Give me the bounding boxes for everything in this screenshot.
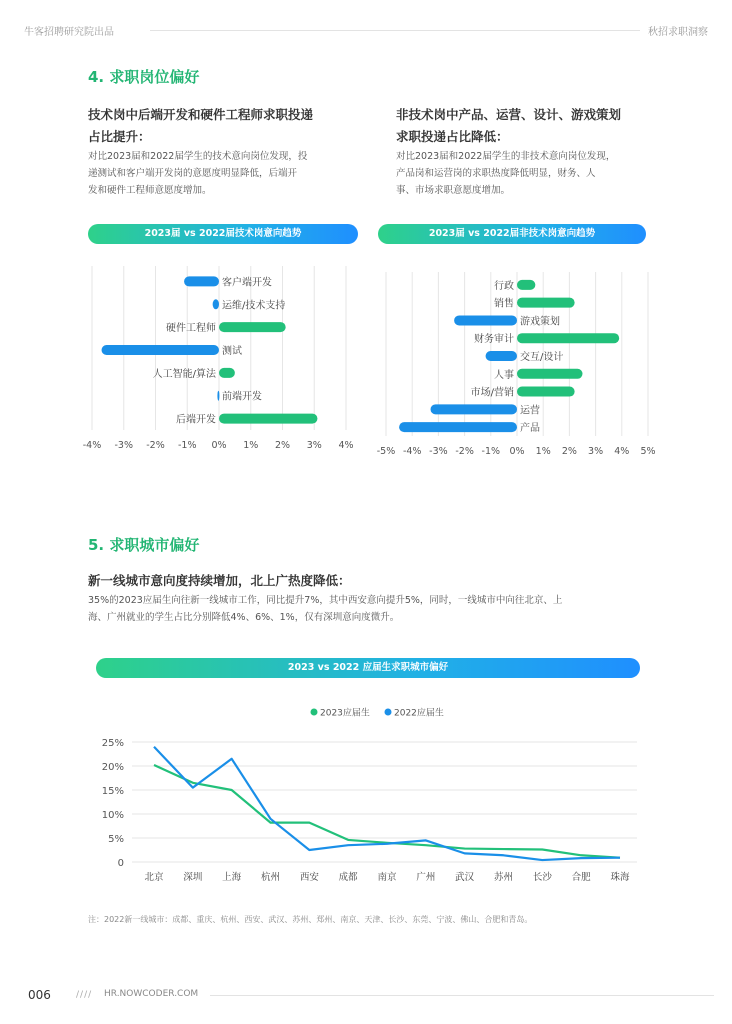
section5-body-line2: 海、广州就业的学生占比分别降低4%、6%、1%，仅有深圳意向度微升。 [88, 612, 400, 623]
bar [213, 299, 219, 309]
x-tick-label: 成都 [338, 872, 358, 883]
city-footnote: 注：2022新一线城市：成都、重庆、杭州、西安、武汉、苏州、郑州、南京、天津、长沙、东莞、宁波、佛山、合肥和青岛。 [88, 915, 533, 924]
right-subtitle-line2: 求职投递占比降低： [396, 129, 509, 144]
category-label: 交互/设计 [520, 352, 564, 363]
left-subtitle-line1: 技术岗中后端开发和硬件工程师求职投递 [88, 107, 314, 122]
category-label: 客户端开发 [222, 277, 272, 289]
bar [517, 387, 575, 397]
y-tick-label: 15% [101, 786, 124, 797]
y-tick-label: 25% [101, 738, 124, 749]
x-tick-label: -2% [146, 440, 165, 451]
x-tick-label: 深圳 [183, 872, 203, 883]
city-line-chart [92, 700, 652, 900]
category-label: 产品 [520, 423, 540, 435]
city-chart-title: 2023 vs 2022 应届生求职城市偏好 [96, 658, 640, 678]
page-number: 006 [28, 988, 51, 1002]
report-section-label: 秋招求职洞察 [648, 27, 708, 38]
category-label: 市场/营销 [470, 387, 514, 399]
section5-title: 5. 求职城市偏好 [88, 536, 200, 554]
category-label: 前端开发 [222, 391, 262, 403]
x-tick-label: 西安 [299, 872, 319, 883]
section5-subtitle: 新一线城市意向度持续增加，北上广热度降低： [88, 573, 351, 588]
category-label: 硬件工程师 [166, 323, 216, 335]
x-tick-label: 0% [211, 440, 227, 451]
bar [219, 368, 235, 378]
bar [184, 276, 219, 286]
x-tick-label: 广州 [416, 872, 436, 883]
series-line-2022 [154, 747, 620, 860]
footer-url: HR.NOWCODER.COM [104, 989, 199, 999]
y-tick-label: 0 [117, 858, 124, 869]
category-label: 运营 [520, 405, 540, 417]
x-tick-label: 1% [243, 440, 259, 451]
tech-bar-chart [80, 262, 370, 462]
left-subtitle-line2: 占比提升： [88, 129, 151, 144]
right-body-line3: 事、市场求职意愿度增加。 [396, 185, 511, 196]
bar [517, 333, 619, 343]
x-tick-label: -3% [114, 440, 133, 451]
y-tick-label: 10% [101, 810, 124, 821]
x-tick-label: 4% [338, 440, 354, 451]
bar [217, 391, 219, 401]
bar [454, 315, 517, 325]
right-body-line1: 对比2023届和2022届学生的非技术意向岗位发现， [396, 151, 616, 162]
right-body-line2: 产品岗和运营岗的求职热度降低明显，财务、人 [396, 168, 596, 179]
nontech-bar-chart [370, 262, 670, 462]
x-tick-label: -1% [178, 440, 197, 451]
bar [486, 351, 517, 361]
left-body-line3: 发和硬件工程师意愿度增加。 [88, 185, 212, 196]
x-tick-label: -3% [429, 446, 448, 457]
x-tick-label: 合肥 [571, 872, 591, 883]
x-tick-label: 珠海 [610, 872, 630, 883]
section4-left-text [88, 104, 378, 199]
category-label: 人事 [494, 369, 514, 381]
bar [219, 414, 317, 424]
category-label: 后端开发 [176, 414, 216, 426]
bar [517, 298, 575, 308]
x-tick-label: 长沙 [532, 872, 552, 883]
x-tick-label: -2% [455, 446, 474, 457]
x-tick-label: 2% [561, 446, 577, 457]
x-tick-label: 0% [509, 446, 525, 457]
section5-body-line1: 35%的2023应届生向往新一线城市工作，同比提升7%，其中西安意向提升5%，同时，一线城市中向往北京、上 [88, 595, 563, 606]
category-label: 游戏策划 [520, 316, 560, 328]
bar [219, 322, 286, 332]
bar [399, 422, 517, 432]
x-tick-label: -1% [481, 446, 501, 457]
section4-title: 4. 求职岗位偏好 [88, 68, 200, 86]
left-body-line2: 递测试和客户端开发岗的意愿度明显降低，后端开 [88, 168, 298, 179]
category-label: 财务审计 [474, 334, 514, 346]
x-tick-label: -4% [82, 440, 102, 451]
legend-marker [385, 709, 392, 716]
y-tick-label: 20% [101, 762, 124, 773]
category-label: 销售 [494, 298, 514, 310]
report-source: 牛客招聘研究院出品 [24, 27, 114, 38]
section4-right-text [396, 104, 696, 199]
x-tick-label: -5% [376, 446, 396, 457]
x-tick-label: 2% [274, 440, 291, 451]
x-tick-label: 上海 [222, 872, 242, 883]
x-tick-label: 1% [535, 446, 551, 457]
right-subtitle-line1: 非技术岗中产品、运营、设计、游戏策划 [396, 107, 622, 122]
x-tick-label: 北京 [144, 872, 164, 883]
x-tick-label: 3% [306, 440, 322, 451]
y-tick-label: 5% [108, 834, 124, 845]
left-body-line1: 对比2023届和2022届学生的技术意向岗位发现，投 [88, 151, 308, 162]
legend-label: 2022应届生 [394, 708, 444, 719]
footer-slashes: //// [76, 990, 93, 1000]
category-label: 测试 [222, 346, 242, 357]
tech-chart-title: 2023届 vs 2022届技术岗意向趋势 [88, 224, 358, 244]
x-tick-label: 杭州 [260, 872, 281, 883]
x-tick-label: 4% [614, 446, 630, 457]
category-label: 行政 [494, 280, 514, 292]
nontech-chart-title: 2023届 vs 2022届非技术岗意向趋势 [378, 224, 646, 244]
x-tick-label: 5% [640, 446, 656, 457]
bar [517, 280, 535, 290]
bar [517, 369, 583, 379]
header-divider [150, 30, 640, 31]
x-tick-label: 3% [588, 446, 604, 457]
x-tick-label: 苏州 [493, 872, 514, 883]
category-label: 人工智能/算法 [152, 368, 216, 380]
legend-label: 2023应届生 [320, 708, 370, 719]
x-tick-label: 南京 [377, 872, 397, 883]
bar [431, 404, 517, 414]
category-label: 运维/技术支持 [222, 300, 286, 312]
bar [102, 345, 219, 355]
x-tick-label: -4% [402, 446, 422, 457]
footer-divider [210, 995, 714, 996]
legend-marker [311, 709, 318, 716]
x-tick-label: 武汉 [455, 872, 475, 883]
